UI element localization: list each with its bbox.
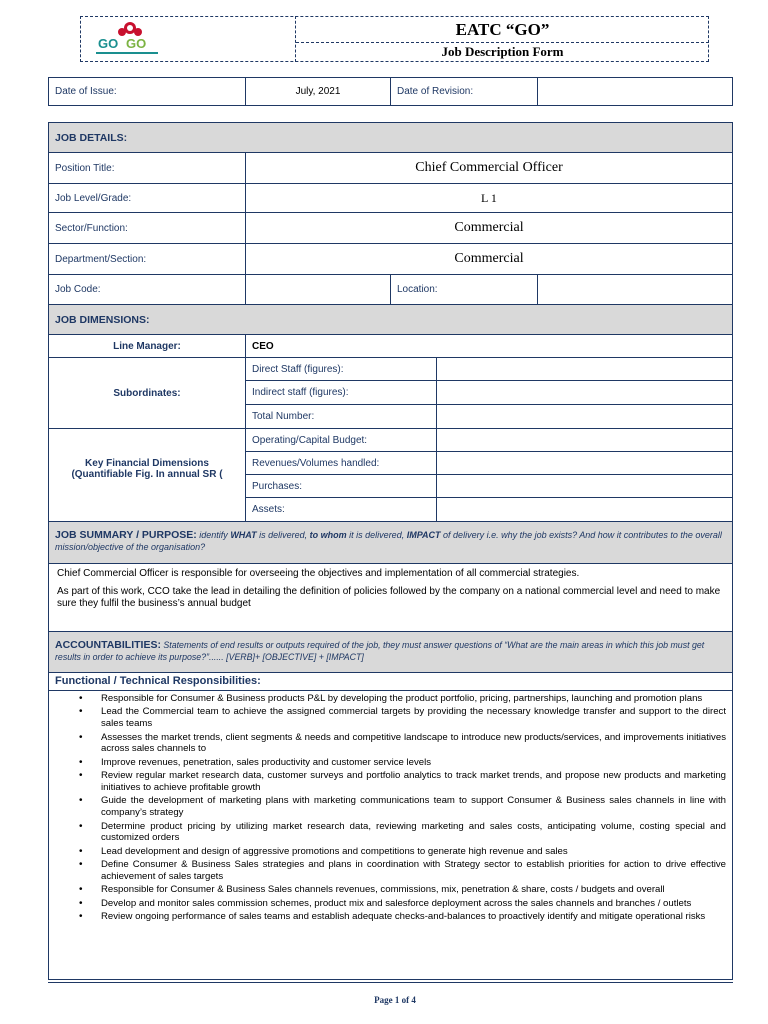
indirect-staff-value [436, 380, 733, 405]
bullet-icon: • [79, 820, 83, 832]
responsibility-item [79, 706, 726, 730]
responsibility-item [79, 820, 726, 845]
responsibility-item [79, 884, 726, 896]
responsibility-item [79, 845, 726, 858]
summary-paragraph-1: Chief Commercial Officer is responsible for overseeing the objectives and implementation of all commercial strategies. [57, 568, 580, 579]
bullet-icon: • [79, 845, 83, 857]
responsibility-text: Review ongoing performance of sales teams and establish adequate checks-and-balances to proactively identify and mitigate operational risks [101, 911, 706, 923]
bullet-icon: • [79, 770, 83, 782]
line-manager-label: Line Manager: [48, 334, 246, 358]
responsibility-text: Develop and monitor sales commission schemes, product mix and salesforce deployment across the sales channels and branches / outlets [101, 897, 692, 909]
bullet-icon: • [79, 795, 83, 807]
subheading-rule [48, 690, 733, 691]
accountabilities-instruction: Statements of end results or outputs required of the job, they must answer questions of “What are the main areas in which this job must get results in order to achieve its purpose?”...... [VERB]+ [OBJECTIVE] + [IMPACT] [55, 640, 705, 662]
assets-value [436, 497, 733, 522]
key-financial-label-line-2: (Quantifiable Fig. In annual SR ( [71, 469, 223, 480]
responsibilities-ul [79, 693, 726, 923]
date-of-revision-value [537, 77, 733, 106]
bullet-icon: • [79, 731, 83, 743]
direct-staff-value [436, 357, 733, 381]
bullet-icon: • [79, 756, 83, 768]
footer-rule [48, 982, 733, 983]
responsibility-item [79, 770, 726, 794]
key-financial-label [48, 428, 246, 522]
total-number-label: Total Number: [245, 404, 437, 429]
indirect-staff-label: Indirect staff (figures): [245, 380, 437, 405]
job-summary-header [48, 521, 733, 564]
opex-label: Operating/Capital Budget: [245, 428, 437, 452]
page-number: Page 1 of 4 [374, 995, 416, 1005]
bullet-icon: • [79, 706, 83, 718]
svg-text:GO: GO [98, 36, 119, 51]
accountabilities-heading: ACCOUNTABILITIES: [55, 639, 161, 651]
responsibility-text: Determine product pricing by utilizing market research data, reviewing marketing and sales costs, anticipating volume, costing special and customized orders [101, 820, 726, 844]
summary-instr-4: of delivery i.e. why the job exists? And how it contributes to the overall mission/objective of the organisation? [55, 530, 722, 552]
responsibility-item [79, 859, 726, 883]
position-title-label: Position Title: [48, 152, 246, 184]
responsibility-item [79, 731, 726, 756]
purchases-label: Purchases: [245, 474, 437, 498]
job-details-heading: JOB DETAILS: [48, 122, 733, 153]
job-code-label: Job Code: [48, 274, 246, 305]
sector-label: Sector/Function: [48, 212, 246, 244]
purchases-value [436, 474, 733, 498]
responsibility-item [79, 756, 726, 769]
responsibility-text: Guide the development of marketing plans with marketing communications team to support Consumer & Business sales channels in line with company’s strategy [101, 795, 726, 819]
form-subtitle: Job Description Form [441, 44, 564, 59]
logo-text: GO [126, 36, 147, 51]
position-title-value: Chief Commercial Officer [245, 152, 733, 184]
job-dimensions-heading: JOB DIMENSIONS: [48, 304, 733, 335]
responsibility-text: Assesses the market trends, client segments & needs and competitive landscape to introduce new products/services, and improvements initiatives across sales channels to [101, 731, 726, 755]
responsibilities-list [79, 693, 726, 924]
bullet-icon: • [79, 884, 83, 896]
responsibility-text: Responsible for Consumer & Business products P&L by developing the product portfolio, pricing, partnerships, launching and promotion plans [101, 693, 703, 704]
summary-instr-impact: IMPACT [406, 530, 441, 540]
responsibility-text: Define Consumer & Business Sales strategies and plans in coordination with Strategy sector to establish priorities for action to drive effective achievement of sales targets [101, 859, 726, 882]
job-code-value [245, 274, 391, 305]
responsibility-item [79, 693, 726, 705]
summary-instr-3: it is delivered, [346, 530, 407, 540]
responsibility-item [79, 897, 726, 910]
header-mid-divider [296, 42, 709, 43]
responsibility-text: Review regular market research data, customer surveys and portfolio analytics to track market trends, and propose new products and marketing initiatives to achieve profitable growth [101, 770, 726, 793]
line-manager-value: CEO [245, 334, 733, 358]
opex-value [436, 428, 733, 452]
responsibility-text: Lead development and design of aggressive promotions and competitions to generate high revenue and sales [101, 845, 568, 857]
summary-instr-whom: to whom [309, 530, 347, 540]
department-label: Department/Section: [48, 243, 246, 275]
job-summary-body [48, 563, 733, 632]
company-logo [92, 20, 164, 58]
bullet-icon: • [79, 911, 83, 923]
bullet-icon: • [79, 859, 83, 871]
revenues-label: Revenues/Volumes handled: [245, 451, 437, 475]
revenues-value [436, 451, 733, 475]
summary-instr-what: WHAT [230, 530, 257, 540]
assets-label: Assets: [245, 497, 437, 522]
job-summary-heading: JOB SUMMARY / PURPOSE: [55, 529, 197, 541]
summary-paragraph-2: As part of this work, CCO take the lead in detailing the definition of policies followed by the company on a national commercial level and need to make sure they fulfil the business’s annual budget [57, 585, 721, 609]
bullet-icon: • [79, 897, 83, 909]
accountabilities-header [48, 631, 733, 673]
direct-staff-label: Direct Staff (figures): [245, 357, 437, 381]
responsibility-text: Improve revenues, penetration, sales productivity and customer service levels [101, 756, 432, 768]
responsibility-text: Lead the Commercial team to achieve the assigned commercial targets by providing the necessary knowledge transfer and support to the direct sales teams [101, 706, 726, 730]
total-number-value [436, 404, 733, 429]
job-level-value: L 1 [245, 183, 733, 213]
date-of-revision-label: Date of Revision: [390, 77, 538, 106]
sector-value: Commercial [245, 212, 733, 244]
job-level-label: Job Level/Grade: [48, 183, 246, 213]
summary-instr-2: is delivered, [256, 530, 310, 540]
date-of-issue-value: July, 2021 [245, 77, 391, 106]
key-financial-label-line-1: Key Financial Dimensions [85, 458, 209, 469]
summary-instr-1: identify [196, 530, 231, 540]
responsibility-text: Responsible for Consumer & Business Sales channels revenues, commissions, mix, penetration & share, costs / budgets and overall [101, 884, 665, 896]
functional-responsibilities-heading: Functional / Technical Responsibilities: [55, 675, 261, 687]
subordinates-label: Subordinates: [48, 357, 246, 429]
form-title: EATC “GO” [455, 20, 550, 39]
bullet-icon: • [79, 693, 83, 704]
responsibility-item [79, 795, 726, 819]
location-value [537, 274, 733, 305]
date-of-issue-label: Date of Issue: [48, 77, 246, 106]
department-value: Commercial [245, 243, 733, 275]
location-label: Location: [390, 274, 538, 305]
responsibility-item [79, 911, 726, 923]
